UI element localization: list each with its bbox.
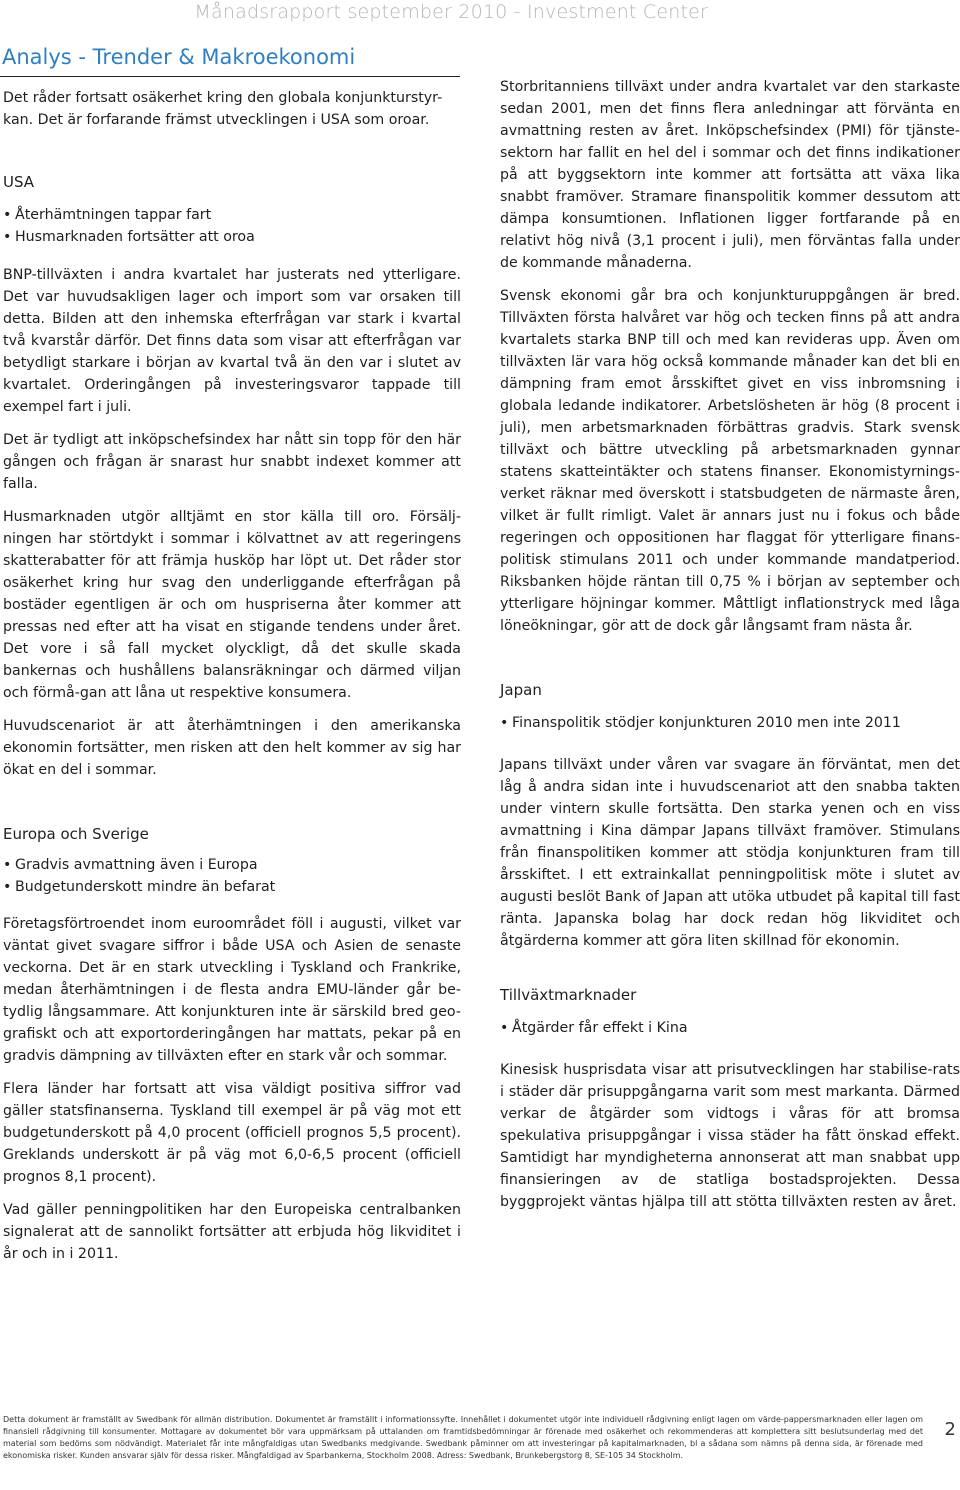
list-item: • Finanspolitik stödjer konjunkturen 2010 men inte 2011 (500, 712, 960, 734)
europe-bullet-list (3, 854, 461, 898)
footer-disclaimer: Detta dokument är framställt av Swedbank för allmän distribution. Dokumentet är framställt i informationssyfte. Innehållet i dokumentet utgör inte individuell rådgivning enligt lagen om värde-pappersmarknaden eller lagen om finansiell rådgivning till konsumenter. Mottagare av dokumentet bör vara uppmärksam på uttalanden om framtidsbedömningar är förenade med osäkerhet och rekommenderas att komplettera sitt beslutsunderlag med det material som bedöms som nödvändigt. Materialet får inte mångfaldigas utan Swedbanks medgivande. Swedbank påminner om att investeringar på kapitalmarknaden, bl a sådana som nämns på denna sida, är förenade med ekonomiska risker. Kunden ansvarar själv för dessa risker. Mångfaldigad av Sparbankerna, Stockholm 2008. Adress: Swedbank, Brunkebergstorg 8, SE-105 34 Stockholm. (3, 1415, 923, 1460)
page-number: 2 (944, 1419, 956, 1440)
europe-paragraph-2: Flera länder har fortsatt att visa väldigt positiva siffror vad gäller statsfinanserna. Tyskland till exempel är på väg mot ett budgetunderskott på 4,0 procent (officiell prognos 5,5 procent). Greklands underskott är på väg mot 6,0-6,5 procent (officiell prognos 8,1 procent). (3, 1081, 461, 1185)
emerging-markets-heading: Tillväxtmarknader (500, 986, 637, 1004)
right-column (500, 76, 960, 1224)
report-title: Månadsrapport september 2010 - Investment Center (194, 1, 708, 23)
usa-paragraph-2: Det är tydligt att inköpschefsindex har nått sin topp för den här gången och frågan är snarast hur snabbt indexet kommer att falla. (3, 432, 461, 492)
japan-paragraph: Japans tillväxt under våren var svagare än förväntat, men det låg å andra sidan inte i huvudscenariot att den snabba takten under vintern skulle fortsätta. Den starka yenen och en viss avmattning i Kina dämpar Japans tillväxt framöver. Stimulans från finanspolitiken kommer att stödja konjunkturen fram till årsskiftet. I ett extrainkallat penningpolitisk möte i slutet av augusti beslöt Bank of Japan att utöka utbudet på kapital till fast ränta. Japanska bolag har dock redan hög likviditet och åtgärderna kommer att göra liten skillnad för ekonomin. (500, 757, 960, 949)
europe-paragraph-1: Företagsförtroendet inom euroområdet föll i augusti, vilket var väntat givet svagare siffror i både USA och Asien de senaste veckorna. Det är en stark utveckling i Tyskland och Frankrike, medan återhämtningen i de flesta andra EMU-länder går be-tydlig långsammare. Att konjunkturen inte är särskild bred geo-grafiskt och att exportorderingången har mattats, pekar på en gradvis dämpning av tillväxten efter en stark vår och sommar. (3, 916, 461, 1064)
japan-heading: Japan (500, 681, 542, 699)
emerging-markets-bullet-list (500, 1017, 960, 1039)
usa-paragraph-1: BNP-tillväxten i andra kvartalet har justerats ned ytterligare. Det var huvudsakligen lager och import som var orsaken till detta. Bilden att den inhemska efterfrågan var stark i kvartal två kvarstår därför. Det finns data som visar att efterfrågan var betydligt starkare i början av kvartal två än den var i slutet av kvartalet. Orderingången på investeringsvaror tappade till exempel fart i juli. (3, 267, 461, 415)
usa-paragraph-4: Huvudscenariot är att återhämtningen i den amerikanska ekonomin fortsätter, men risken att den helt kommer av sig har ökat en del i sommar. (3, 718, 461, 778)
uk-paragraph: Storbritanniens tillväxt under andra kvartalet var den starkaste sedan 2001, men det finns flera anledningar att förvänta en avmattning resten av året. Inköpschefsindex (PMI) för tjänste-sektorn har fallit en hel del i sommar och det finns indikationer på att byggsektorn inte kommer att fortsätta att växa lika snabbt framöver. Stramare finanspolitik kommer dessutom att dämpa konsumtionen. Inflationen ligger fortfarande på en relativt hög nivå (3,1 procent i juli), men förväntas falla under de kommande månaderna. (500, 79, 960, 271)
left-column (3, 87, 461, 1276)
list-item: • Gradvis avmattning även i Europa (3, 854, 461, 876)
europe-heading: Europa och Sverige (3, 825, 149, 843)
list-item: • Återhämtningen tappar fart (3, 204, 461, 226)
list-item: • Åtgärder får effekt i Kina (500, 1017, 960, 1039)
sweden-paragraph: Svensk ekonomi går bra och konjunkturuppgången är bred. Tillväxten första halvåret var hög och tecken finns på att andra kvartalets starka BNP till och med kan revideras upp. Även om tillväxten lär vara hög också kommande månader kan det bli en dämpning fram emot årsskiftet givet en viss inbromsning i globala ledande indikatorer. Arbetslösheten är hög (8 procent i juli), men arbetsmarknaden förbättras gradvis. Stark svensk tillväxt och bättre utveckling på arbetsmarknaden gynnar statens skatteintäkter och statens finanser. Ekonomistyrnings-verket räknar med överskott i statsbudgeten de närmaste åren, vilket är fullt rimligt. Valet är annars just nu i fokus och både regeringen och oppositionen har flaggat för ytterligare finans-politisk stimulans 2011 och under kommande mandatperiod. Riksbanken höjde räntan till 0,75 % i början av september och ytterligare höjningar kommer. Måttligt inflationstryck med låga löneökningar, gör att de dock går långsamt fram nästa år. (500, 288, 960, 634)
intro-paragraph: Det råder fortsatt osäkerhet kring den globala konjunkturstyr-kan. Det är forfarande främst utvecklingen i USA som oroar. (3, 90, 443, 128)
usa-bullet-list (3, 204, 461, 248)
title-rule (0, 76, 460, 77)
usa-heading: USA (3, 173, 35, 191)
list-item: • Husmarknaden fortsätter att oroa (3, 226, 461, 248)
list-item: • Budgetunderskott mindre än befarat (3, 876, 461, 898)
section-title: Analys - Trender & Makroekonomi (2, 45, 356, 69)
japan-bullet-list (500, 712, 960, 734)
emerging-markets-paragraph: Kinesisk husprisdata visar att prisutvecklingen har stabilise-rats i städer där prisuppgångarna varit som mest markanta. Därmed verkar de åtgärder som vidtogs i våras för att bromsa spekulativa prisuppgångar i vissa städer ha fått önskad effekt. Samtidigt har myndigheterna annonserat att man snabbat upp finansieringen av de statliga bostadsprojekten. Dessa byggprojekt väntas hjälpa till att stötta tillväxten resten av året. (500, 1062, 960, 1210)
usa-paragraph-3: Husmarknaden utgör alltjämt en stor källa till oro. Försälj-ningen har störtdykt i sommar i kölvattnet av att regeringens skatterabatter för att främja husköp har löpt ut. Det råder stor osäkerhet kring hur svag den underliggande efterfrågan på bostäder egentligen är och om huspriserna åter kommer att pressas ned efter att ha visat en stigande tendens under året. Det vore i så fall mycket olyckligt, då det skulle skada bankernas och hushållens balansräkningar och därmed viljan och förmå-gan att låna ut respektive konsumera. (3, 509, 461, 701)
europe-paragraph-3: Vad gäller penningpolitiken har den Europeiska centralbanken signalerat att de sannolikt fortsätter att erbjuda hög likviditet i år och in i 2011. (3, 1202, 461, 1262)
